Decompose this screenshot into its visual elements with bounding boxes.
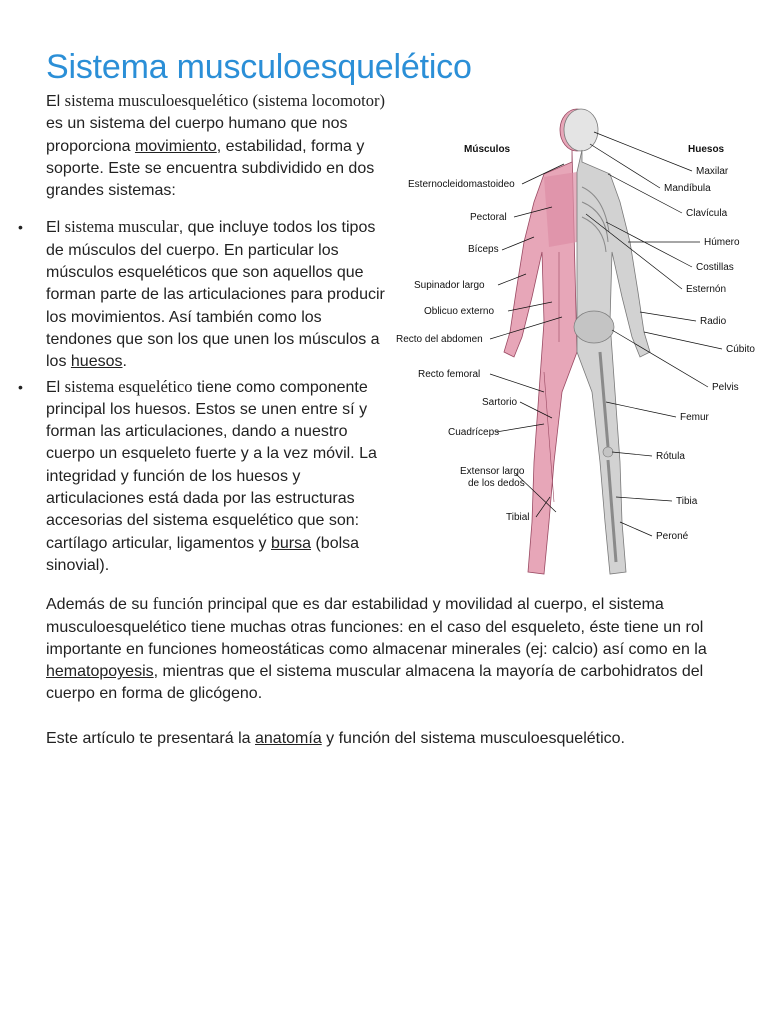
functions-term: función <box>152 594 204 614</box>
figure-header-bones: Huesos <box>688 144 725 155</box>
link-huesos[interactable]: huesos <box>70 353 123 371</box>
label-femur: Femur <box>680 412 709 423</box>
intro-text-2: es un sistema del cuerpo humano que nos proporciona <box>46 115 348 155</box>
label-recto-femoral: Recto femoral <box>418 369 481 380</box>
closing-paragraph <box>46 728 736 750</box>
bullet-icon: • <box>18 378 23 395</box>
skeletal-text-1: El <box>46 378 65 396</box>
closing-text-2: y función del sistema musculoesquelético. <box>321 729 625 747</box>
link-anatomia[interactable]: anatomía <box>255 729 322 747</box>
label-pelvis: Pelvis <box>712 382 739 393</box>
muscular-text-1: El <box>46 219 65 237</box>
link-movimiento[interactable]: movimiento <box>134 137 217 155</box>
skeletal-text-2: tiene como componente principal los huesos. Estos se unen entre sí y forman las articulaciones, dando a nuestro cuerpo un esqueleto fuerte y a la vez móvil. La integridad y función de los huesos y articulaciones está dada por las estructuras accesorias del sistema esquelético que son: cartílago articular, ligamentos y <box>46 378 377 552</box>
label-recto-del-abdomen: Recto del abdomen <box>396 334 483 345</box>
label-oblicuo-externo: Oblicuo externo <box>424 306 495 317</box>
label-sartorio: Sartorio <box>482 397 518 408</box>
functions-text-3: , mientras que el sistema muscular almacena la mayoría de carbohidratos del cuerpo en forma de glicógeno. <box>46 663 704 703</box>
list-item-esqueletico <box>18 376 736 578</box>
figure-header-muscles: Músculos <box>464 144 511 155</box>
functions-paragraph <box>46 593 736 705</box>
closing-text-1: Este artículo te presentará la <box>46 729 255 747</box>
skeletal-text-3: (bolsa sinovial). <box>46 534 360 574</box>
label-de-los-dedos: de los dedos <box>468 478 525 489</box>
label-supinador-largo: Supinador largo <box>414 280 485 291</box>
intro-text-3: , estabilidad, forma y soporte. Este se encuentra subdividido en dos grandes sistemas: <box>46 137 375 200</box>
label-tibia: Tibia <box>676 496 698 507</box>
link-hematopoyesis[interactable]: hematopoyesis <box>46 663 154 681</box>
intro-text-1: El <box>46 93 65 110</box>
label-mandibula: Mandíbula <box>664 183 711 194</box>
label-rotula: Rótula <box>656 451 685 462</box>
label-biceps: Bíceps <box>468 244 499 255</box>
article-body <box>18 90 755 750</box>
label-pectoral: Pectoral <box>470 212 507 223</box>
muscular-term: sistema muscular <box>64 217 179 237</box>
link-bursa[interactable]: bursa <box>271 534 312 552</box>
label-perone: Peroné <box>656 531 689 542</box>
muscular-text-3: . <box>122 353 127 371</box>
subsystems-list <box>18 216 736 577</box>
label-cubito: Cúbito <box>726 344 755 355</box>
bullet-icon: • <box>18 219 23 236</box>
label-tibial: Tibial <box>506 512 530 523</box>
muscular-text-2: , que incluye todos los tipos de músculos del cuerpo. En particular los músculos esqueléticos que son aquellos que forman parte de las articulaciones para producir los movimientos. Así también como los tendones que son los que unen los músculos a los <box>46 219 385 371</box>
label-humero: Húmero <box>704 237 740 248</box>
intro-term: sistema musculoesquelético (sistema locomotor) <box>64 91 385 110</box>
functions-text-1: Además de su <box>46 596 153 614</box>
page-title: Sistema musculoesquelético <box>46 48 472 86</box>
list-item-muscular <box>18 216 736 373</box>
label-maxilar: Maxilar <box>696 166 729 177</box>
skeletal-term: sistema esquelético <box>64 376 193 396</box>
label-esternon: Esternón <box>686 284 727 295</box>
label-radio: Radio <box>700 316 727 327</box>
functions-text-2: principal que es dar estabilidad y movilidad al cuerpo, el sistema musculoesquelético tiene muchas otras funciones: en el caso del esqueleto, éste tiene un rol importante en funciones homeostáticas como almacenar minerales (ej: calcio) así como en la <box>46 596 707 658</box>
label-extensor-largo: Extensor largo <box>460 466 525 477</box>
label-clavicula: Clavícula <box>686 208 728 219</box>
label-cuadriceps: Cuadríceps <box>448 427 500 438</box>
label-costillas: Costillas <box>696 262 734 273</box>
label-esternocleidomastoideo: Esternocleidomastoideo <box>408 179 515 190</box>
